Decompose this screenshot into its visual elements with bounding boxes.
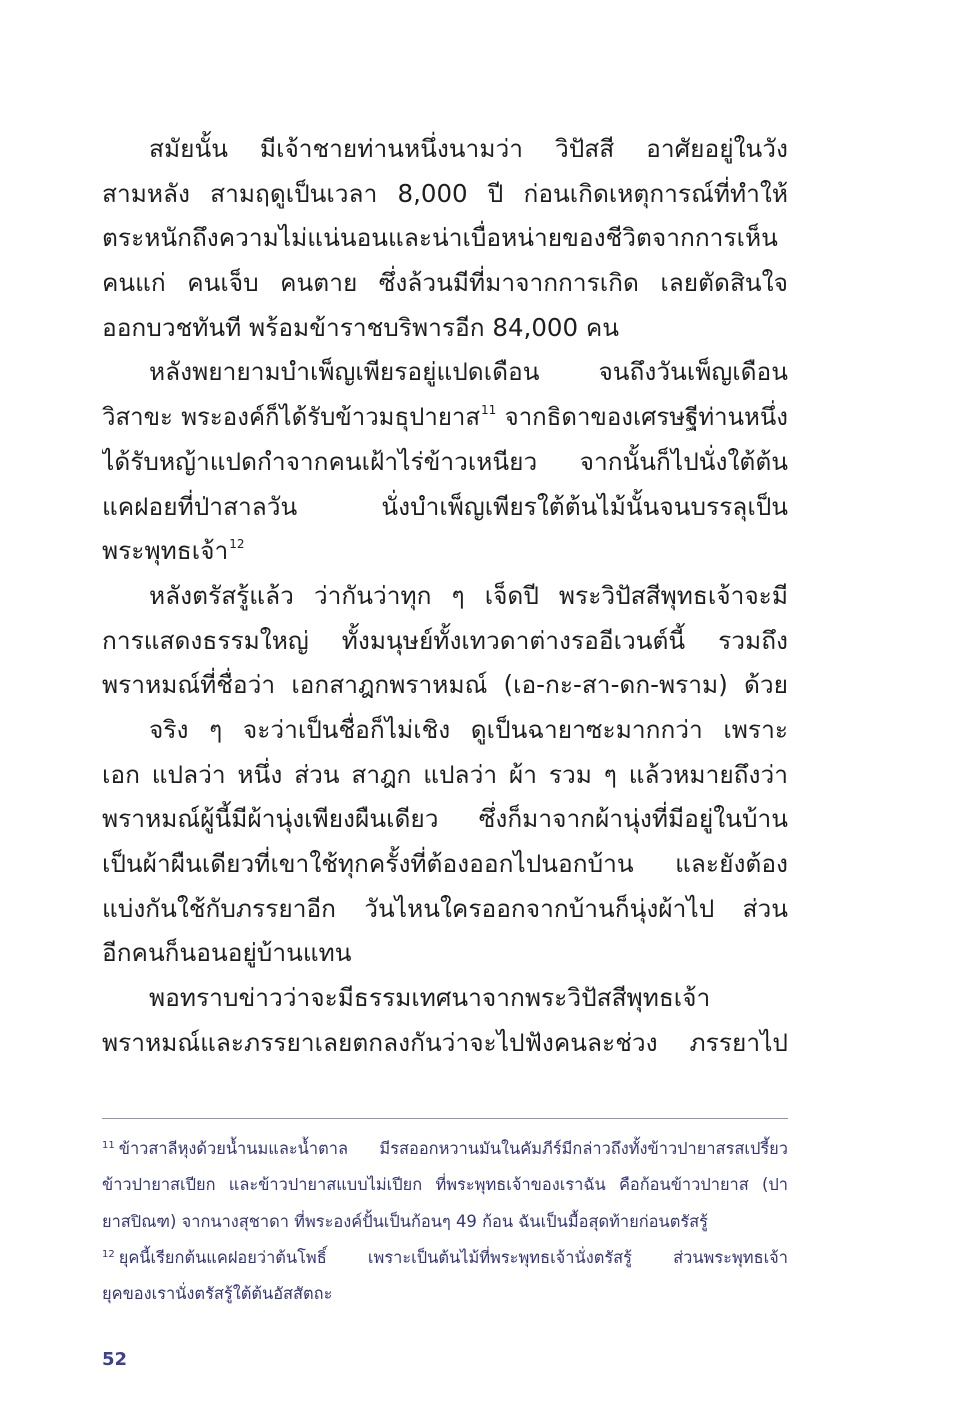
footnote-divider [102,1118,788,1119]
body-line: จริง ๆ จะว่าเป็นชื่อก็ไม่เชิง ดูเป็นฉายาซะมากกว่า เพราะ [149,714,788,744]
body-line: พอทราบข่าวว่าจะมีธรรมเทศนาจากพระวิปัสสีพุทธเจ้า [149,983,711,1013]
body-line: คนแก่ คนเจ็บ คนตาย ซึ่งล้วนมีที่มาจากการเกิด เลยตัดสินใจ [102,268,788,298]
body-line: พราหมณ์และภรรยาเลยตกลงกันว่าจะไปฟังคนละช่วง ภรรยาไป [102,1027,788,1057]
body-line: เอก แปลว่า หนึ่ง ส่วน สาฎก แปลว่า ผ้า รวม ๆ แล้วหมายถึงว่า [102,759,788,789]
body-line: วิสาขะ พระองค์ก็ได้รับข้าวมธุปายาส$^{11}$ จากธิดาของเศรษฐีท่านหนึ่ง [102,403,788,432]
body-line: เป็นผ้าผืนเดียวที่เขาใช้ทุกครั้งที่ต้องออกไปนอกบ้าน และยังต้อง [102,849,788,878]
body-line: การแสดงธรรมใหญ่ ทั้งมนุษย์ทั้งเทวดาต่างรออีเวนต์นี้ รวมถึง [102,625,788,655]
footnote-line: $^{11}$ ข้าวสาลีหุงด้วยน้ำนมและน้ำตาล มีรสออกหวานมันในคัมภีร์มีกล่าวถึงทั้งข้าวปายาสรสเปรี้ยว [102,1139,788,1158]
footnote-line: $^{12}$ ยุคนี้เรียกต้นแคฝอยว่าต้นโพธิ์ เพราะเป็นต้นไม้ที่พระพุทธเจ้านั่งตรัสรู้ ส่วนพระพุทธเจ้า [102,1247,788,1267]
footnote-number: 11 [102,1140,115,1151]
body-line: ได้รับหญ้าแปดกำจากคนเฝ้าไร่ข้าวเหนียว จากนั้นก็ไปนั่งใต้ต้น [102,446,788,476]
body-line: พราหมณ์ที่ชื่อว่า เอกสาฎกพราหมณ์ (เอ-กะ-สา-ดก-พราม) ด้วย [102,670,788,700]
body-line: พราหมณ์ผู้นี้มีผ้านุ่งเพียงผืนเดียว ซึ่งก็มาจากผ้านุ่งที่มีอยู่ในบ้าน [102,804,788,834]
footnote-line: ข้าวปายาสเปียก และข้าวปายาสแบบไม่เปียก ที่พระพุทธเจ้าของเราฉัน คือก้อนข้าวปายาส (ปา [102,1175,788,1195]
body-line: พระพุทธเจ้า$^{12}$ [102,536,245,566]
footnote-ref: 12 [229,537,245,552]
body-line: หลังตรัสรู้แล้ว ว่ากันว่าทุก ๆ เจ็ดปี พระวิปัสสีพุทธเจ้าจะมี [149,580,788,610]
body-line: แบ่งกันใช้กับภรรยาอีก วันไหนใครออกจากบ้านก็นุ่งผ้าไป ส่วน [102,893,788,923]
footnote-line: ยุคของเรานั่งตรัสรู้ใต้ต้นอัสสัตถะ [102,1284,333,1304]
body-line: หลังพยายามบำเพ็ญเพียรอยู่แปดเดือน จนถึงวันเพ็ญเดือน [149,357,788,387]
body-text [102,127,788,1065]
page-number: 52 [102,1349,128,1370]
footnotes [102,1131,788,1312]
body-line: แคฝอยที่ป่าสาลวัน นั่งบำเพ็ญเพียรใต้ต้นไม้นั้นจนบรรลุเป็น [102,491,788,521]
footnote-ref: 11 [481,403,497,418]
footnote-line: ยาสปิณฑ) จากนางสุชาดา ที่พระองค์ปั้นเป็นก้อนๆ 49 ก้อน ฉันเป็นมื้อสุดท้ายก่อนตรัสรู้ [102,1211,708,1231]
body-line: อีกคนก็นอนอยู่บ้านแทน [102,938,352,968]
footnote-number: 12 [102,1248,115,1260]
body-line: ตระหนักถึงความไม่แน่นอนและน่าเบื่อหน่ายของชีวิตจากการเห็น [102,223,778,253]
body-line: ออกบวชทันที พร้อมข้าราชบริพารอีก 84,000 คน [102,312,620,342]
body-line: สมัยนั้น มีเจ้าชายท่านหนึ่งนามว่า วิปัสสี อาศัยอยู่ในวัง [149,134,788,163]
body-line: สามหลัง สามฤดูเป็นเวลา 8,000 ปี ก่อนเกิดเหตุการณ์ที่ทำให้ [102,178,788,208]
